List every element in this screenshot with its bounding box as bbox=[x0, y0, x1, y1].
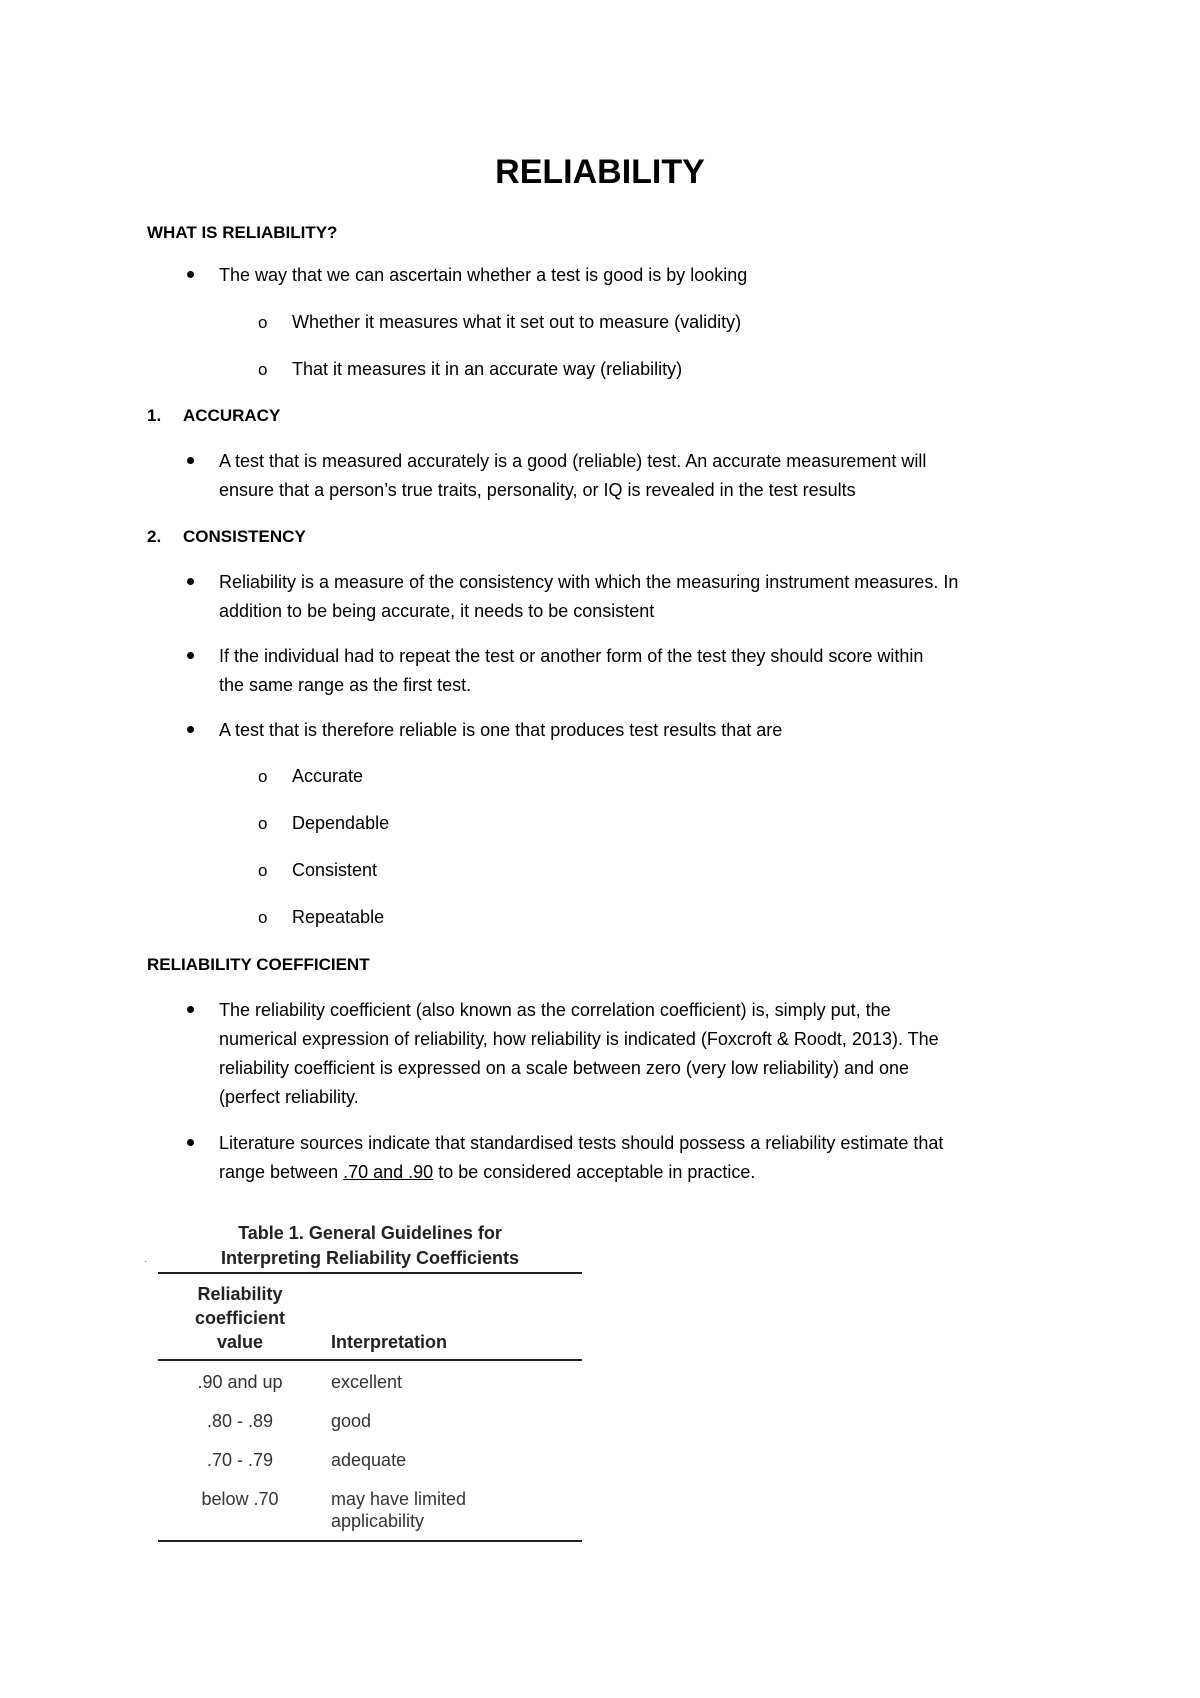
table-bottom-rule bbox=[158, 1540, 582, 1542]
section-heading-consistency: CONSISTENCY bbox=[183, 527, 306, 546]
table-cell-interpretation bbox=[331, 1487, 466, 1533]
bullet-dot bbox=[187, 1006, 194, 1013]
bullet-text-line: the same range as the first test. bbox=[219, 675, 472, 695]
sub-bullet-text: Accurate bbox=[292, 766, 364, 786]
section-heading-coefficient: RELIABILITY COEFFICIENT bbox=[147, 955, 370, 974]
column-header-interpretation: Interpretation bbox=[331, 1332, 448, 1352]
text-segment: range between bbox=[219, 1162, 344, 1182]
table-cell-value: .80 - .89 bbox=[206, 1411, 274, 1431]
table-cell-value: .90 and up bbox=[197, 1372, 283, 1392]
header-line: Reliability bbox=[197, 1284, 283, 1304]
text-segment: to be considered acceptable in practice. bbox=[433, 1162, 756, 1182]
bullet-text: A test that is therefore reliable is one that produces test results that are bbox=[219, 720, 783, 740]
table-cell-interpretation: excellent bbox=[331, 1372, 403, 1392]
sub-bullet-text: Dependable bbox=[292, 813, 390, 833]
bullet-dot bbox=[187, 271, 194, 278]
sub-bullet-marker: o bbox=[258, 908, 268, 927]
cell-line: applicability bbox=[331, 1511, 425, 1531]
section-number-consistency: 2. bbox=[147, 527, 162, 546]
underlined-range: .70 and .90 bbox=[343, 1162, 434, 1182]
bullet-text-line: The reliability coefficient (also known as the correlation coefficient) is, simply put, the bbox=[219, 1000, 891, 1020]
table-header-rule bbox=[158, 1359, 582, 1361]
bullet-text-line: ensure that a person’s true traits, personality, or IQ is revealed in the test results bbox=[219, 480, 856, 500]
bullet-text-line: Literature sources indicate that standardised tests should possess a reliability estimate that bbox=[219, 1133, 944, 1153]
sub-bullet-marker: o bbox=[258, 814, 268, 833]
table-cell-value: .70 - .79 bbox=[206, 1450, 274, 1470]
bullet-text: The way that we can ascertain whether a test is good is by looking bbox=[219, 265, 748, 285]
bullet-text-line: numerical expression of reliability, how reliability is indicated (Foxcroft & Roodt, 2013). The bbox=[219, 1029, 939, 1049]
bullet-dot bbox=[187, 578, 194, 585]
table-caption-line: Table 1. General Guidelines for bbox=[238, 1223, 502, 1243]
sub-bullet-text: That it measures it in an accurate way (reliability) bbox=[292, 359, 683, 379]
sub-bullet-marker: o bbox=[258, 360, 268, 379]
bullet-text-line: A test that is measured accurately is a good (reliable) test. An accurate measurement will bbox=[219, 451, 927, 471]
bullet-text-line: If the individual had to repeat the test or another form of the test they should score within bbox=[219, 646, 924, 666]
bullet-text-line: (perfect reliability. bbox=[219, 1087, 359, 1107]
bullet-text-line: Reliability is a measure of the consistency with which the measuring instrument measures. In bbox=[219, 572, 959, 592]
table-caption-line: Interpreting Reliability Coefficients bbox=[220, 1248, 520, 1268]
sub-bullet-marker: o bbox=[258, 767, 268, 786]
table-cell-interpretation: good bbox=[331, 1411, 372, 1431]
stray-dot-mark: · bbox=[144, 1256, 148, 1267]
page-title: RELIABILITY bbox=[495, 153, 705, 191]
bullet-dot bbox=[187, 726, 194, 733]
sub-bullet-text: Repeatable bbox=[292, 907, 385, 927]
section-heading-what-is: WHAT IS RELIABILITY? bbox=[147, 223, 338, 242]
sub-bullet-text: Consistent bbox=[292, 860, 378, 880]
section-heading-accuracy: ACCURACY bbox=[183, 406, 281, 425]
bullet-dot bbox=[187, 1139, 194, 1146]
section-number-accuracy: 1. bbox=[147, 406, 162, 425]
bullet-text-line: addition to be being accurate, it needs to be consistent bbox=[219, 601, 655, 621]
bullet-dot bbox=[187, 652, 194, 659]
table-top-rule bbox=[158, 1272, 582, 1274]
sub-bullet-marker: o bbox=[258, 861, 268, 880]
table-cell-interpretation: adequate bbox=[331, 1450, 407, 1470]
sub-bullet-text: Whether it measures what it set out to measure (validity) bbox=[292, 312, 742, 332]
column-header-value bbox=[158, 1282, 322, 1354]
table-cell-value: below .70 bbox=[201, 1489, 279, 1509]
header-line: coefficient bbox=[194, 1308, 286, 1328]
bullet-dot bbox=[187, 457, 194, 464]
header-line: value bbox=[216, 1332, 264, 1352]
sub-bullet-marker: o bbox=[258, 313, 268, 332]
bullet-text-line: reliability coefficient is expressed on a scale between zero (very low reliability) and one bbox=[219, 1058, 910, 1078]
cell-line: may have limited bbox=[331, 1489, 467, 1509]
bullet-text-line bbox=[219, 1161, 755, 1183]
